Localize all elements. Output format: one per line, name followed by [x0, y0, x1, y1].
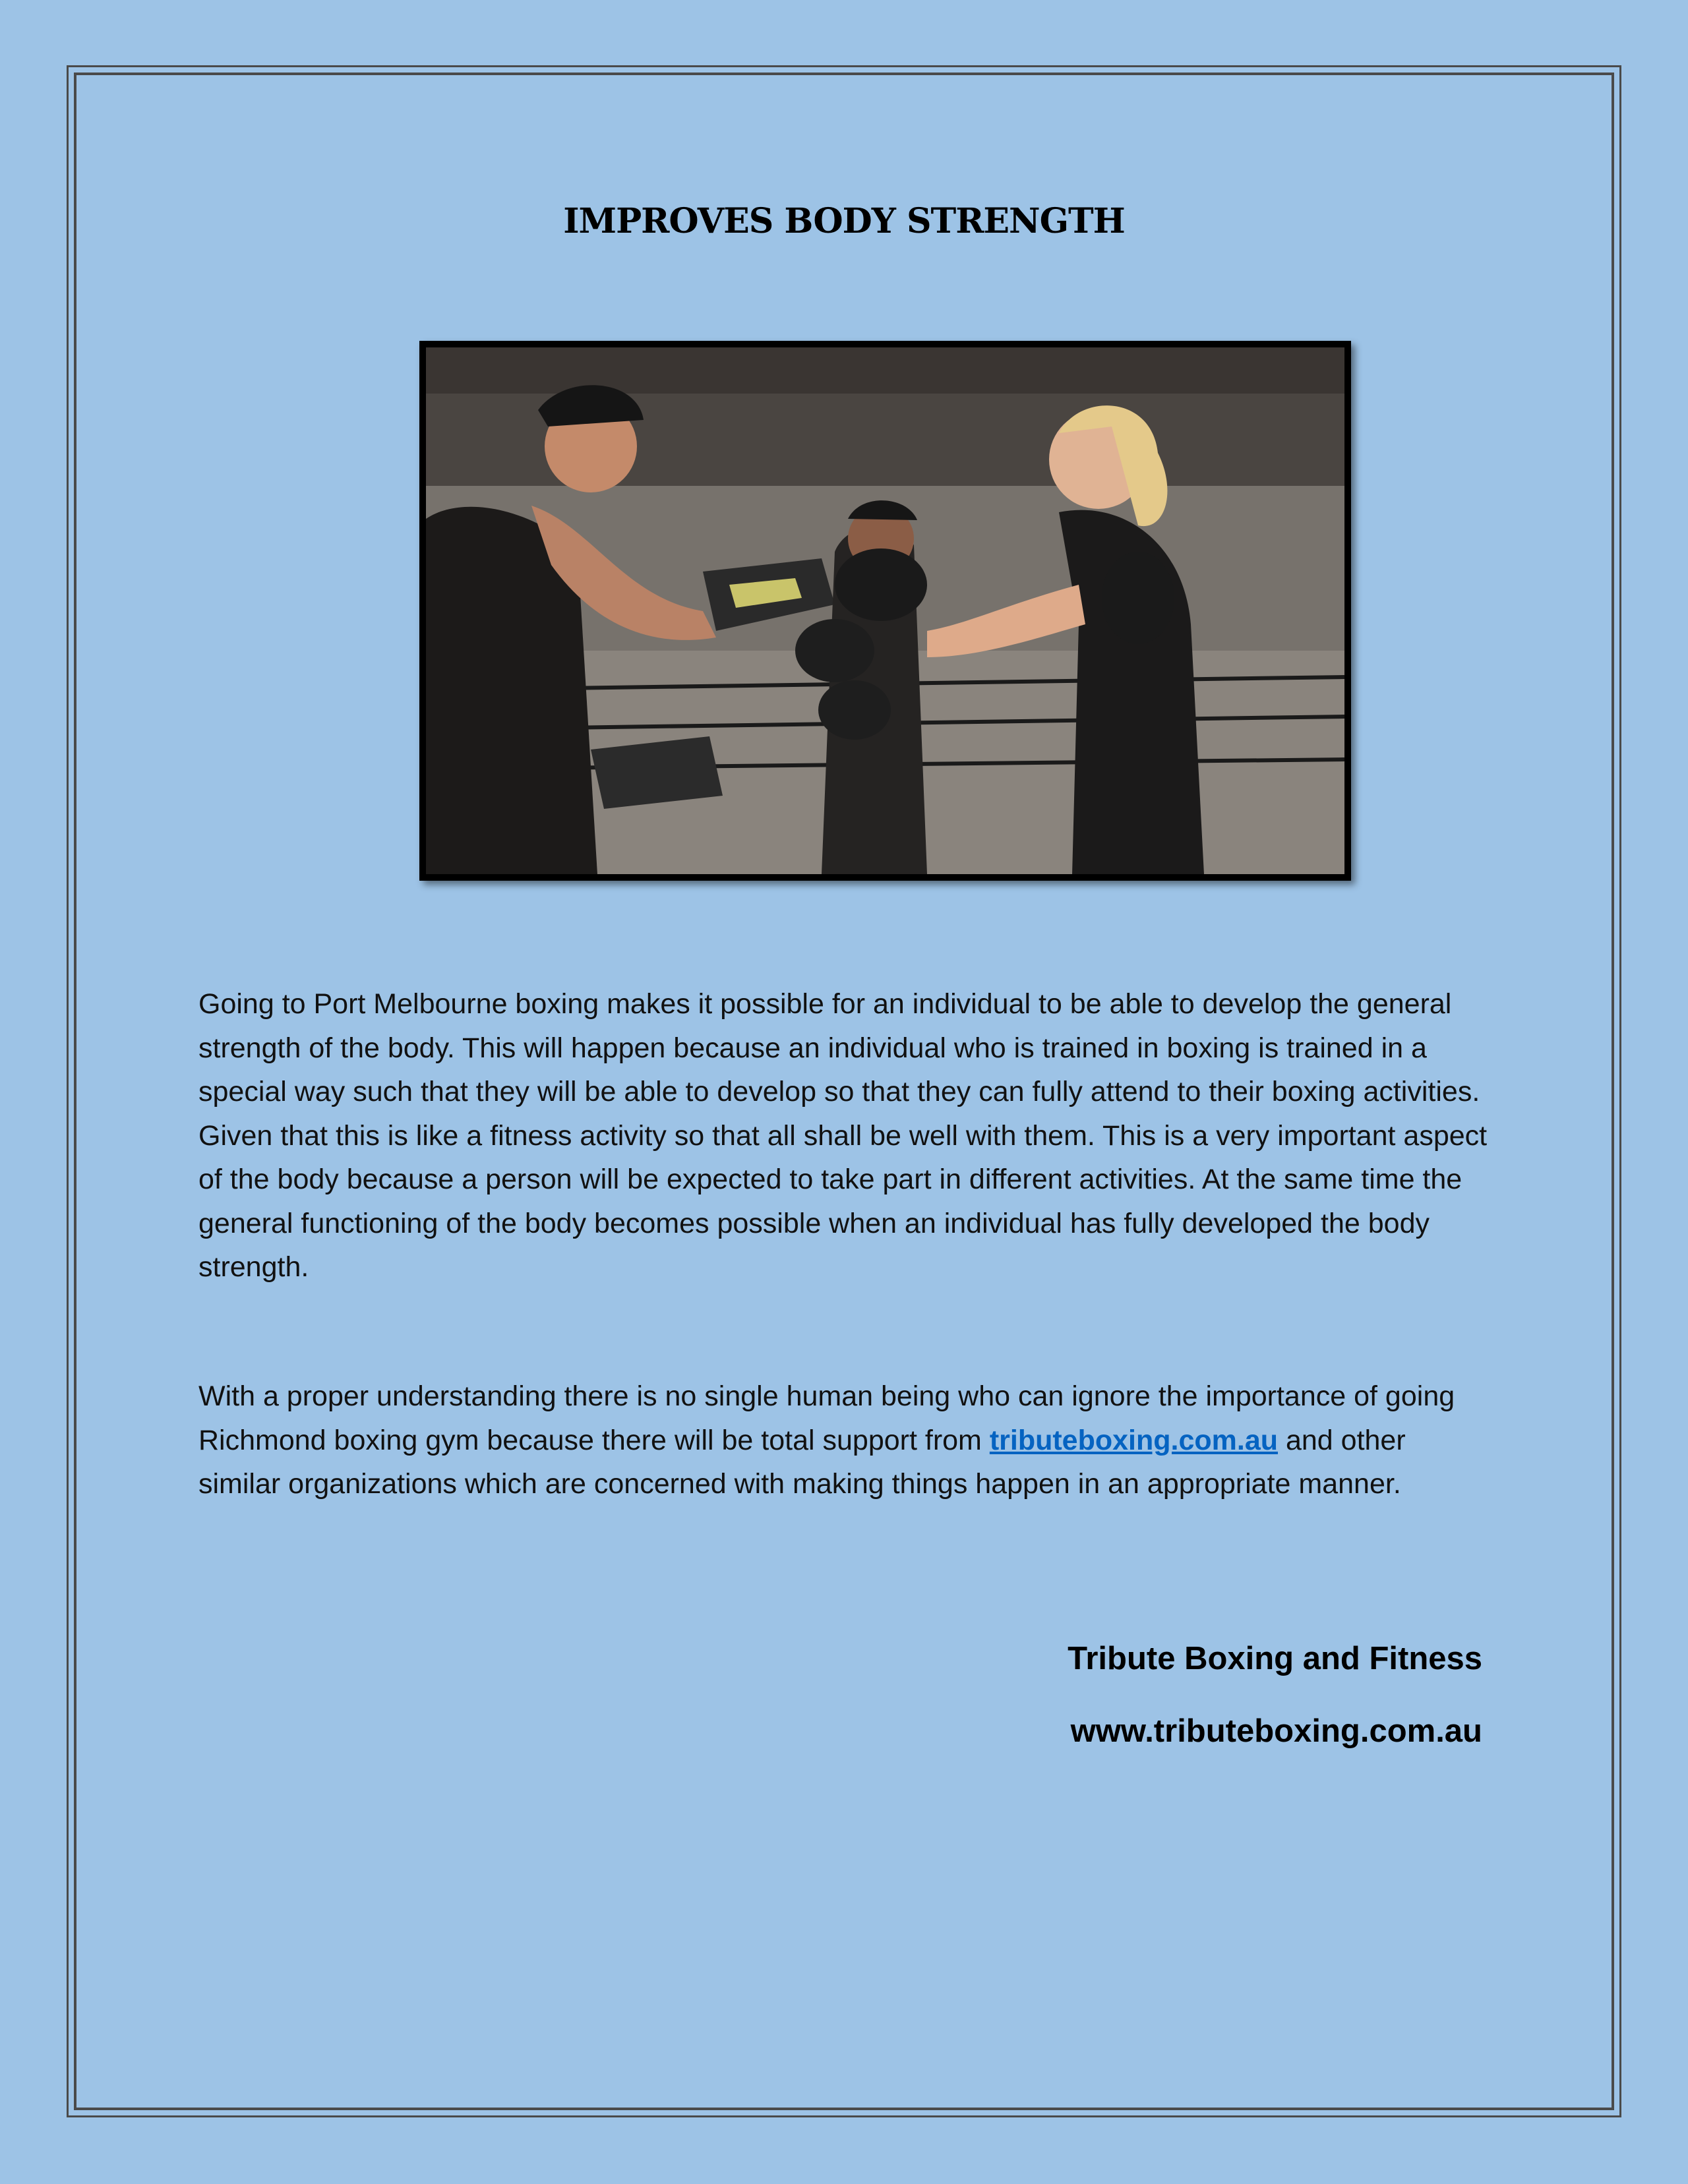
paragraph-support-text-after: and other similar organizations which are concerned with making things happen in an appropriate manner. [198, 1424, 1406, 1500]
paragraph-body-strength: Going to Port Melbourne boxing makes it possible for an individual to be able to develop the general strength of the body. This will happen because an individual who is trained in boxing is trained in a special way such that they will be able to develop so that they can fully attend to their boxing activities. Given that this is like a fitness activity so that all shall be well with them. This is a very important aspect of the body because a person will be expected to take part in different activities. At the same time the general functioning of the body becomes possible when an individual has fully developed the body strength. [198, 988, 1488, 1283]
tributeboxing-link[interactable]: tributeboxing.com.au [989, 1424, 1279, 1456]
paragraph-support-text-before: With a proper understanding there is no single human being who can ignore the importance of going Richmond boxing gym because there will be total support from [198, 1380, 1455, 1456]
boxing-photo [419, 341, 1351, 881]
paragraph-support [198, 1374, 1491, 1506]
page-title: IMPROVES BODY STRENGTH [563, 201, 1125, 241]
signature-website: www.tributeboxing.com.au [1070, 1713, 1482, 1749]
signature-company-name: Tribute Boxing and Fitness [1068, 1641, 1482, 1676]
